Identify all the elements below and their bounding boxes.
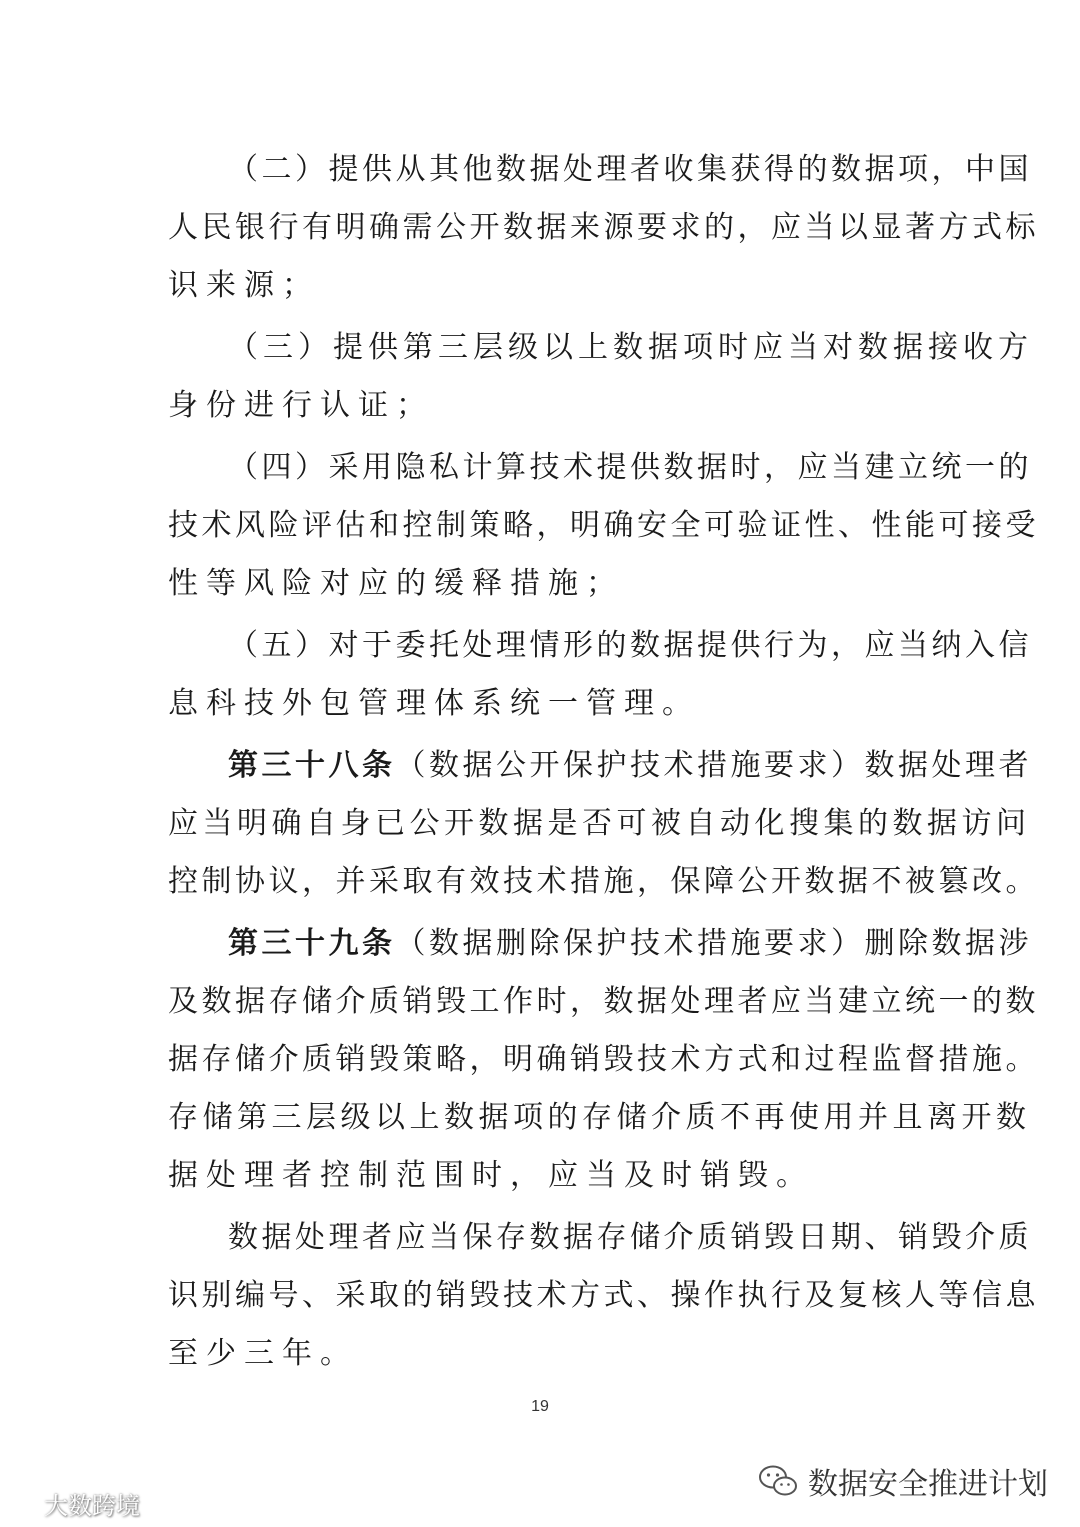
article-number: 第三十九条 <box>228 926 396 961</box>
line-text: 性等风险对应的缓释措施； <box>168 566 624 601</box>
text-line <box>168 386 918 426</box>
text-line <box>168 564 918 604</box>
line-text: （五）对于委托处理情形的数据提供行为，应当纳入信 <box>228 628 1032 663</box>
text-line <box>168 208 1039 248</box>
text-line <box>168 1098 1031 1138</box>
text-line <box>168 506 1039 546</box>
line-text: （三）提供第三层级以上数据项时应当对数据接收方 <box>228 330 1033 365</box>
line-text: （数据公开保护技术措施要求）数据处理者 <box>395 748 1032 783</box>
text-line <box>228 626 1032 666</box>
line-text: （四）采用隐私计算技术提供数据时，应当建立统一的 <box>228 450 1032 485</box>
text-line <box>168 1334 918 1374</box>
line-text: 数据处理者应当保存数据存储介质销毁日期、销毁介质 <box>228 1220 1032 1255</box>
text-line <box>168 1040 1039 1080</box>
text-line <box>228 1218 1032 1258</box>
line-text: 息科技外包管理体系统一管理。 <box>168 686 700 721</box>
line-text: 据存储介质销毁策略，明确销毁技术方式和过程监督措施。 <box>168 1042 1039 1077</box>
text-line <box>168 1156 918 1196</box>
weibo-icon <box>6 1490 40 1518</box>
line-text: 至少三年。 <box>168 1336 358 1371</box>
line-text: 存储第三层级以上数据项的存储介质不再使用并且离开数 <box>168 1100 1031 1135</box>
text-line <box>168 1276 1039 1316</box>
watermark-right <box>758 1459 1048 1503</box>
text-line <box>228 150 1032 190</box>
text-line <box>228 746 1032 786</box>
line-text: 识别编号、采取的销毁技术方式、操作执行及复核人等信息 <box>168 1278 1039 1313</box>
text-line <box>168 862 1039 902</box>
line-text: 控制协议，并采取有效技术措施，保障公开数据不被篡改。 <box>168 864 1039 899</box>
watermark-left <box>6 1486 140 1521</box>
watermark-left-text: 大数跨境 <box>44 1492 140 1520</box>
line-text: （数据删除保护技术措施要求）删除数据涉 <box>395 926 1032 961</box>
text-line <box>168 266 918 306</box>
text-line <box>228 328 1033 368</box>
text-line <box>168 684 918 724</box>
line-text: 及数据存储介质销毁工作时，数据处理者应当建立统一的数 <box>168 984 1039 1019</box>
page-number: 19 <box>531 1398 549 1415</box>
text-line <box>168 804 1031 844</box>
line-text: 应当明确自身已公开数据是否可被自动化搜集的数据访问 <box>168 806 1031 841</box>
line-text: 据处理者控制范围时，应当及时销毁。 <box>168 1158 814 1193</box>
line-text: 身份进行认证； <box>168 388 434 423</box>
text-line <box>168 982 1039 1022</box>
line-text: 技术风险评估和控制策略，明确安全可验证性、性能可接受 <box>168 508 1039 543</box>
text-line <box>228 924 1032 964</box>
line-text: 识来源； <box>168 268 320 303</box>
line-text: （二）提供从其他数据处理者收集获得的数据项，中国 <box>228 152 1032 187</box>
article-number: 第三十八条 <box>228 748 396 783</box>
wechat-icon <box>758 1464 798 1498</box>
line-text: 人民银行有明确需公开数据来源要求的，应当以显著方式标 <box>168 210 1039 245</box>
watermark-right-text: 数据安全推进计划 <box>808 1467 1048 1502</box>
text-line <box>228 448 1032 488</box>
